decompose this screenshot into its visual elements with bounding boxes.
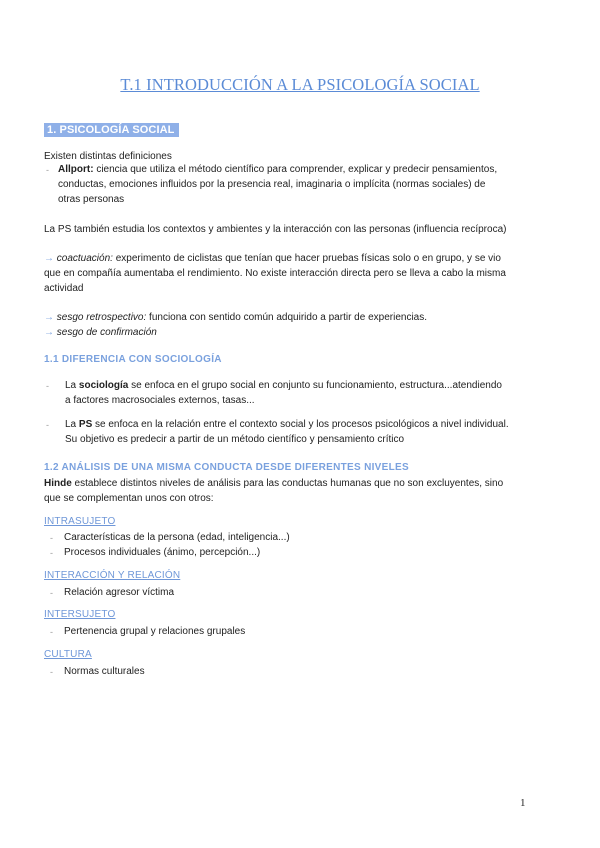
- section-heading-psicologia-social: 1. PSICOLOGÍA SOCIAL: [44, 123, 179, 137]
- coactuacion-line-2: que en compañía aumentaba el rendimiento. No existe interacción directa pero se lleva a cabo la misma: [44, 268, 506, 279]
- coactuacion-line-1: → coactuación: experimento de ciclistas que tenían que hacer pruebas físicas solo o en grupo, y se vio: [44, 253, 501, 264]
- document-title: T.1 INTRODUCCIÓN A LA PSICOLOGÍA SOCIAL: [120, 75, 480, 94]
- arrow-icon: →: [44, 312, 54, 323]
- list-item: Características de la persona (edad, inteligencia...): [64, 532, 290, 543]
- level-heading-cultura: CULTURA: [44, 649, 92, 660]
- allport-label: Allport:: [58, 164, 94, 175]
- list-item: Normas culturales: [64, 666, 145, 677]
- list-item: Procesos individuales (ánimo, percepción...): [64, 547, 261, 558]
- list-item: Relación agresor víctima: [64, 587, 175, 598]
- list-item: Pertenencia grupal y relaciones grupales: [64, 626, 246, 637]
- hinde-line-2: que se complementan unos con otros:: [44, 493, 214, 504]
- bullet-dash: -: [50, 533, 53, 543]
- coactuacion-line-3: actividad: [44, 283, 84, 294]
- bullet-dash: -: [50, 667, 53, 677]
- ps-term: PS: [78, 419, 93, 430]
- ps-line-1: La PS se enfoca en la relación entre el contexto social y los procesos psicológicos a nivel individual.: [65, 419, 509, 430]
- bullet-dash: -: [50, 548, 53, 558]
- hinde-line-1: Hinde establece distintos niveles de análisis para las conductas humanas que no son excluyentes, sino: [44, 478, 504, 489]
- bullet-dash: -: [50, 627, 53, 637]
- section-heading-analisis-niveles: 1.2 ANÁLISIS DE UNA MISMA CONDUCTA DESDE DIFERENTES NIVELES: [44, 462, 409, 473]
- arrow-icon: →: [44, 253, 54, 264]
- bullet-dash: -: [50, 588, 53, 598]
- sociologia-line-1: La sociología se enfoca en el grupo social en conjunto su funcionamiento, estructura...atendiendo: [65, 380, 502, 391]
- level-heading-interaccion-relacion: INTERACCIÓN Y RELACIÓN: [44, 570, 181, 581]
- sesgo-retrospectivo: → sesgo retrospectivo: funciona con sentido común adquirido a partir de experiencias.: [44, 312, 428, 323]
- section-heading-diferencia-sociologia: 1.1 DIFERENCIA CON SOCIOLOGÍA: [44, 354, 222, 365]
- coactuacion-label: coactuación:: [56, 253, 113, 264]
- level-heading-intrasujeto: INTRASUJETO: [44, 516, 116, 527]
- sesgo-confirmacion-label: sesgo de confirmación: [56, 327, 157, 338]
- ps-context-text: La PS también estudia los contextos y ambientes y la interacción con las personas (influencia recíproca): [44, 224, 507, 235]
- bullet-dash: -: [46, 165, 49, 175]
- level-heading-intersujeto: INTERSUJETO: [44, 609, 116, 620]
- intro-text: Existen distintas definiciones: [44, 151, 172, 162]
- bullet-dash: -: [46, 381, 49, 391]
- bullet-dash: -: [46, 420, 49, 430]
- allport-definition-line-1: Allport: ciencia que utiliza el método científico para comprender, explicar y predecir pensamientos,: [58, 164, 498, 175]
- allport-definition-line-3: otras personas: [58, 194, 125, 205]
- sociologia-term: sociología: [78, 380, 129, 391]
- sesgo-retrospectivo-label: sesgo retrospectivo:: [56, 312, 147, 323]
- page-number: 1: [520, 797, 526, 809]
- arrow-icon: →: [44, 327, 54, 338]
- allport-definition-line-2: conductas, emociones influidos por la presencia real, imaginaria o implícita (normas sociales) de: [58, 179, 486, 190]
- sesgo-confirmacion: [44, 325, 157, 340]
- ps-line-2: Su objetivo es predecir a partir de un método científico y pensamiento crítico: [65, 434, 405, 445]
- hinde-term: Hinde: [44, 478, 72, 489]
- sociologia-line-2: a factores macrosociales externos, tasas...: [65, 395, 255, 406]
